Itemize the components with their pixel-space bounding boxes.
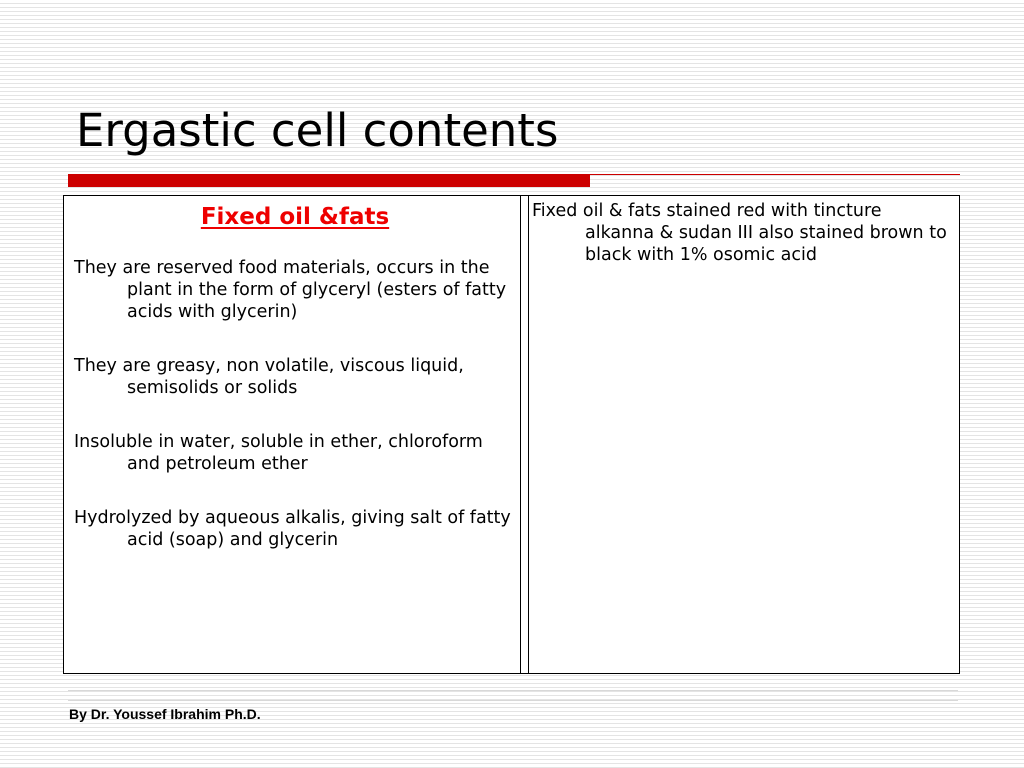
left-cell (64, 196, 520, 673)
cell-heading: Fixed oil &fats (200, 204, 390, 230)
footer-divider (68, 700, 958, 701)
right-cell (530, 196, 959, 673)
left-paragraph: They are reserved food materials, occurs in the plant in the form of glyceryl (esters of fatty acids with glycerin) (74, 257, 507, 322)
column-divider (528, 196, 529, 673)
left-paragraph: They are greasy, non volatile, viscous liquid, semisolids or solids (74, 355, 464, 398)
right-paragraph: Fixed oil & fats stained red with tincture alkanna & sudan III also stained brown to black with 1% osomic acid (532, 201, 947, 265)
column-divider (520, 196, 521, 673)
footer-author: By Dr. Youssef Ibrahim Ph.D. (69, 706, 261, 722)
content-table (63, 195, 960, 674)
left-paragraph: Insoluble in water, soluble in ether, chloroform and petroleum ether (74, 431, 483, 474)
title-underline-thin-line (590, 174, 960, 175)
footer-divider (68, 690, 958, 691)
slide-title: Ergastic cell contents (76, 104, 559, 157)
left-paragraph: Hydrolyzed by aqueous alkalis, giving salt of fatty acid (soap) and glycerin (74, 507, 511, 550)
title-underline-red-bar (68, 174, 590, 187)
